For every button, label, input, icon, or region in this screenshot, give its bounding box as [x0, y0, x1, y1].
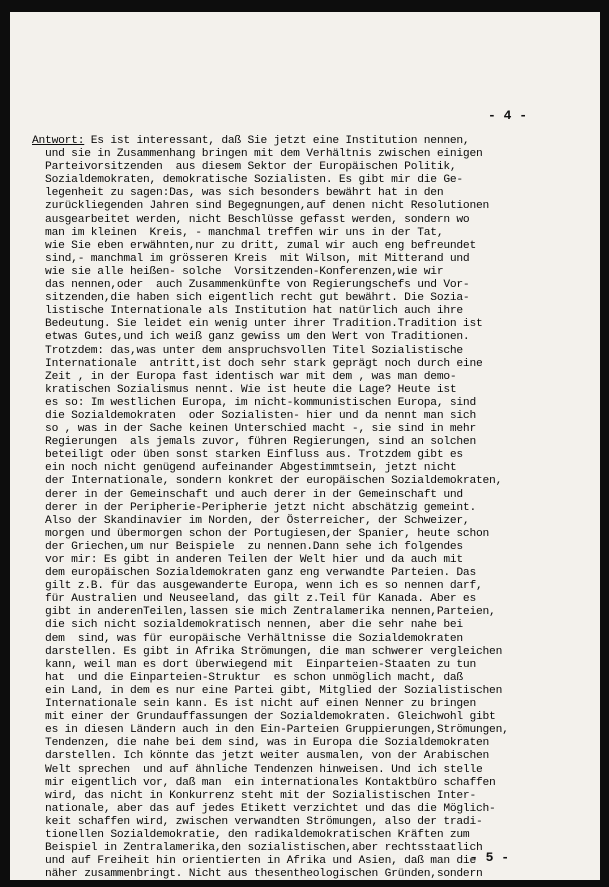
text-line — [32, 475, 592, 488]
text-line — [32, 135, 592, 148]
text-line-content: es in diesen Ländern auch in den Ein-Parteien Gruppierungen,Strömungen, — [32, 724, 509, 737]
text-line-content: etwas Gutes,und ich weiß ganz gewiss um den Wert von Traditionen. — [32, 331, 470, 344]
text-line-content: kann, weil man es dort überwiegend mit Einparteien-Staaten zu tun — [32, 658, 476, 671]
text-line-content: listische Internationale als Institution hat natürlich auch ihre — [32, 305, 463, 318]
page-number-bottom: - 5 - — [470, 850, 510, 865]
text-line-content: kratischen Sozialismus nennt. Wie ist heute die Lage? Heute ist — [32, 383, 457, 396]
text-line — [32, 345, 592, 358]
text-line-content: und sie in Zusammenhang bringen mit dem Verhältnis zwischen einigen — [32, 148, 483, 161]
text-line — [32, 187, 592, 200]
text-line — [32, 161, 592, 174]
text-line — [32, 711, 592, 724]
text-line-content: Parteivorsitzenden aus diesem Sektor der Europäischen Politik, — [32, 161, 457, 174]
text-line — [32, 266, 592, 279]
text-line — [32, 200, 592, 213]
text-line-content: Tendenzen, die nahe bei dem sind, was in Europa die Sozialdemokraten — [32, 737, 490, 750]
text-line-content: darstellen. Ich könnte das jetzt weiter ausmalen, von der Arabischen — [32, 750, 490, 763]
text-line — [32, 580, 592, 593]
text-line-content: gibt in anderenTeilen,lassen sie mich Zentralamerika nennen,Parteien, — [32, 606, 496, 619]
text-line — [32, 646, 592, 659]
text-line-content: wie Sie eben erwähnten,nur zu dritt, zumal wir auch eng befreundet — [32, 239, 476, 252]
text-line — [32, 803, 592, 816]
text-line-content: tionellen Sozialdemokratie, den radikaldemokratischen Kräften zum — [32, 828, 470, 841]
text-line-content: wird, das nicht in Konkurrenz steht mit der Sozialistischen Inter- — [32, 789, 476, 802]
text-line — [32, 240, 592, 253]
text-line-content: mit einer der Grundauffassungen der Sozialdemokraten. Gleichwohl gibt — [32, 711, 496, 724]
text-line — [32, 279, 592, 292]
text-line — [32, 489, 592, 502]
text-line-content: zurückliegenden Jahren sind Begegnungen,auf denen nicht Resolutionen — [32, 200, 490, 213]
text-line-content: die sich nicht sozialdemokratisch nennen, aber die sehr nahe bei — [32, 619, 463, 632]
text-line-content: dem sind, was für europäische Verhältnisse die Sozialdemokraten — [32, 632, 463, 645]
text-line — [32, 318, 592, 331]
text-line — [32, 619, 592, 632]
text-line-content: für Australien und Neuseeland, das gilt z.Teil für Kanada. Aber es — [32, 593, 476, 606]
text-line — [32, 764, 592, 777]
text-line-content: derer in der Peripherie-Peripherie jetzt nicht abschätzig gemeint. — [32, 501, 476, 514]
text-line-content: ausgearbeitet werden, nicht Beschlüsse gefasst werden, sondern wo — [32, 213, 470, 226]
text-line — [32, 554, 592, 567]
text-line-content: näher zusammenbringt. Nicht aus thesentheologischen Gründen,sondern — [32, 868, 483, 880]
answer-label: Antwort: — [32, 135, 85, 147]
text-line — [32, 292, 592, 305]
text-line — [32, 462, 592, 475]
text-line-content: Internationale antritt,ist doch sehr stark geprägt noch durch eine — [32, 357, 483, 370]
text-line-content: so , was in der Sache keinen Unterschied macht -, sie sind in mehr — [32, 423, 476, 436]
text-line — [32, 816, 592, 829]
text-line — [32, 515, 592, 528]
text-line-content: Zeit , in der Europa fast identisch war mit dem , was man demo- — [32, 370, 457, 383]
text-line — [32, 305, 592, 318]
text-line-content: der Griechen,um nur Beispiele zu nennen.Dann sehe ich folgendes — [32, 540, 463, 553]
text-line-content: morgen und übermorgen schon der Portugiesen,der Spanier, heute schon — [32, 527, 490, 540]
text-line — [32, 541, 592, 554]
text-line-content: ein noch nicht genügend aufeinander Abgestimmtsein, jetzt nicht — [32, 462, 457, 475]
text-line-content: vor mir: Es gibt in anderen Teilen der Welt hier und da auch mit — [32, 554, 463, 566]
text-line — [32, 606, 592, 619]
document-page — [10, 12, 600, 880]
text-line-content: Es ist interessant, daß Sie jetzt eine Institution nennen, — [84, 135, 470, 147]
text-line — [32, 227, 592, 240]
text-line-content: derer in der Gemeinschaft und auch derer in der Gemeinschaft und — [32, 488, 463, 501]
text-line — [32, 331, 592, 344]
text-line-content: Trotzdem: das,was unter dem anspruchsvollen Titel Sozialistische — [32, 344, 463, 357]
text-line-content: keit schaffen wird, zwischen verwandten Strömungen, also der tradi- — [32, 815, 483, 828]
text-line — [32, 737, 592, 750]
text-line — [32, 777, 592, 790]
text-line-content: der Internationale, sondern konkret der europäischen Sozialdemokraten, — [32, 475, 503, 488]
text-line — [32, 659, 592, 672]
text-line-content: Also der Skandinavier im Norden, der Österreicher, der Schweizer, — [32, 514, 470, 527]
text-line — [32, 397, 592, 410]
text-line-content: Regierungen als jemals zuvor, führen Regierungen, sind an solchen — [32, 436, 476, 449]
text-line-content: gilt z.B. für das ausgewanderte Europa, wenn ich es so nennen darf, — [32, 580, 483, 593]
text-line — [32, 358, 592, 371]
text-line-content: dem europäischen Sozialdemokraten ganz eng verwandte Parteien. Das — [32, 567, 476, 580]
text-line-content: hat und die Einparteien-Struktur es schon unmöglich macht, daß — [32, 671, 463, 684]
text-line — [32, 528, 592, 541]
text-line — [32, 593, 592, 606]
text-line — [32, 371, 592, 384]
text-line-content: Welt sprechen und auf ähnliche Tendenzen hinweisen. Und ich stelle — [32, 763, 483, 776]
text-line-content: das nennen,oder auch Zusammenkünfte von Regierungschefs und Vor- — [32, 279, 470, 292]
text-line — [32, 449, 592, 462]
page-number-top: - 4 - — [488, 108, 528, 123]
text-line — [32, 724, 592, 737]
text-line — [32, 384, 592, 397]
answer-text-block — [32, 135, 592, 880]
text-line-content: wie sie alle heißen- solche Vorsitzenden-Konferenzen,wie wir — [32, 265, 444, 278]
text-line — [32, 148, 592, 161]
text-line — [32, 423, 592, 436]
text-line — [32, 698, 592, 711]
text-line — [32, 750, 592, 763]
text-line-content: Bedeutung. Sie leidet ein wenig unter ihrer Tradition.Tradition ist — [32, 318, 483, 331]
text-line-content: darstellen. Es gibt in Afrika Strömungen, die man schwerer vergleichen — [32, 645, 503, 658]
text-line-content: nationale, aber das auf jedes Etikett verzichtet und das die Möglich- — [32, 802, 496, 815]
text-line-content: es so: Im westlichen Europa, im nicht-kommunistischen Europa, sind — [32, 396, 476, 409]
text-line — [32, 567, 592, 580]
text-line-content: sind,- manchmal im grösseren Kreis mit Wilson, mit Mitterand und — [32, 252, 470, 265]
text-line — [32, 829, 592, 842]
text-line-content: man im kleinen Kreis, - manchmal treffen wir uns in der Tat, — [32, 226, 444, 239]
text-line-content: ein Land, in dem es nur eine Partei gibt, Mitglied der Sozialistischen — [32, 684, 503, 697]
text-line-content: Beispiel in Zentralamerika,den sozialistischen,aber rechtsstaatlich — [32, 842, 483, 855]
text-line — [32, 790, 592, 803]
text-line — [32, 633, 592, 646]
text-line-content: beteiligt oder üben sonst starken Einfluss aus. Trotzdem gibt es — [32, 449, 463, 462]
text-line — [32, 672, 592, 685]
text-line-content: Sozialdemokraten, demokratische Sozialisten. Es gibt mir die Ge- — [32, 174, 463, 187]
text-line — [32, 502, 592, 515]
text-line — [32, 174, 592, 187]
text-line-content: legenheit zu sagen:Das, was sich besonders bewährt hat in den — [32, 187, 444, 200]
text-line-content: und auf Freiheit hin orientierten in Afrika und Asien, daß man die — [32, 855, 476, 868]
text-line — [32, 214, 592, 227]
text-line-content: sitzenden,die haben sich eigentlich recht gut bewährt. Die Sozia- — [32, 292, 470, 305]
text-line-content: mir eigentlich vor, daß man ein internationales Kontaktbüro schaffen — [32, 776, 496, 789]
text-line — [32, 868, 592, 880]
text-line — [32, 685, 592, 698]
text-line — [32, 410, 592, 423]
text-line-content: Internationale sein kann. Es ist nicht auf einen Nenner zu bringen — [32, 698, 476, 711]
text-line — [32, 253, 592, 266]
text-line-content: die Sozialdemokraten oder Sozialisten- hier und da nennt man sich — [32, 409, 476, 422]
text-line — [32, 436, 592, 449]
